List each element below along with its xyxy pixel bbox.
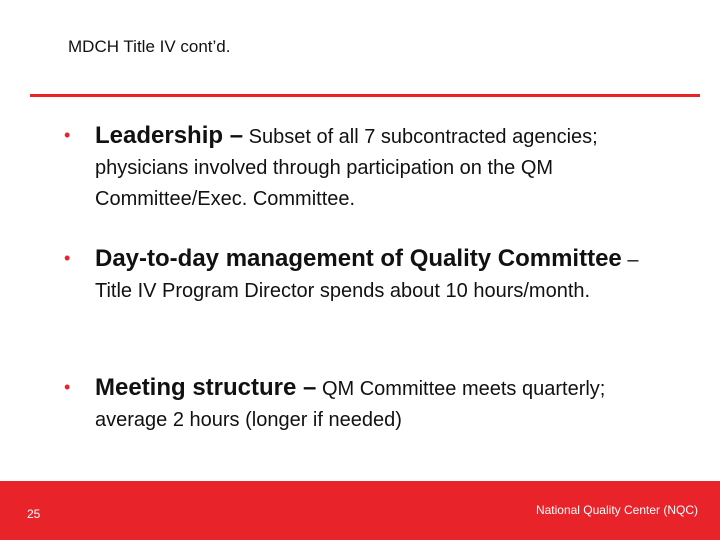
bullet-leadership <box>64 120 664 215</box>
bullet-text: Subset of all 7 subcontracted agencies; physicians involved through participation on the QM Committee/Exec. Committee. <box>95 126 598 210</box>
footer-organization: National Quality Center (NQC) <box>535 503 698 517</box>
page-number: 25 <box>27 507 41 521</box>
bullet-heading: Leadership – <box>95 122 244 149</box>
bullet-content <box>95 372 664 436</box>
bullet-heading: Meeting structure – <box>95 374 317 401</box>
bullet-text: – Title IV Program Director spends about 10 hours/month. <box>95 249 639 302</box>
bullet-marker-icon: • <box>64 125 71 145</box>
bullet-content <box>95 120 664 215</box>
bullet-day-to-day-management <box>64 243 664 307</box>
bullet-marker-icon: • <box>64 377 71 397</box>
header-divider <box>30 94 700 97</box>
bullet-content <box>95 243 664 307</box>
slide-title: MDCH Title IV cont’d. <box>68 37 231 56</box>
bullet-heading: Day-to-day management of Quality Committee <box>95 245 622 272</box>
slide-footer <box>0 481 720 540</box>
bullet-text: QM Committee meets quarterly; average 2 hours (longer if needed) <box>95 378 606 431</box>
bullet-marker-icon: • <box>64 248 71 268</box>
bullet-meeting-structure <box>64 372 664 436</box>
